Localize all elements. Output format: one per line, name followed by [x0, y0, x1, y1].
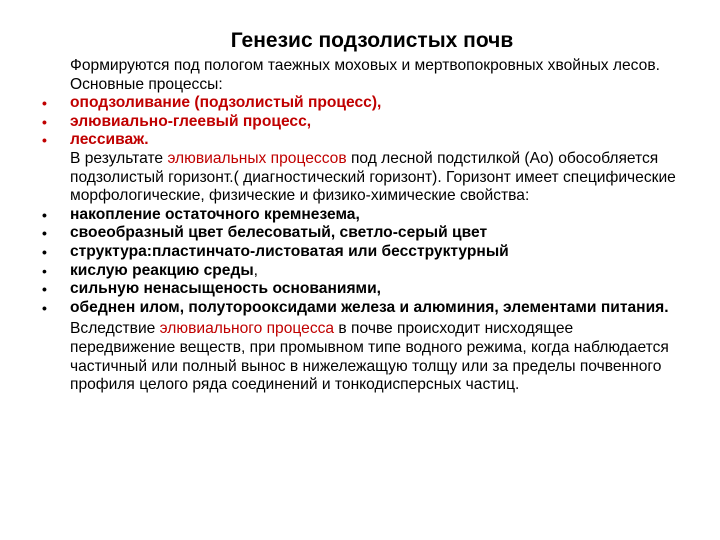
process-item: • элювиально-глеевый процесс,: [40, 113, 680, 132]
process-item: • оподзоливание (подзолистый процесс),: [40, 94, 680, 113]
property-item: • накопление остаточного кремнезема,: [40, 206, 680, 225]
result-highlight: элювиальных процессов: [167, 149, 347, 167]
slide-title: Генезис подзолистых почв: [230, 29, 514, 52]
conclusion-suffix: в почве происходит нисходящее передвижение веществ, при промывном типе водного режима, когда наблюдается частичный или полный вынос в нижележащую толщу или за пределы почвенного профиля целого ряда соединений и тонкодисперсных частиц.: [70, 320, 669, 394]
property-rest: ,: [253, 261, 259, 279]
property-item: [40, 262, 680, 281]
property-item: • обеднен илом, полутороокcидами железа и алюминия, элементами питания.: [40, 299, 680, 318]
process-item: • лессиваж.: [40, 131, 680, 150]
property-item: • своеобразный цвет белесоватый, светло-серый цвет: [40, 224, 680, 243]
result-paragraph: [40, 150, 680, 206]
result-prefix: В результате: [70, 149, 168, 167]
conclusion-highlight: элювиального процесса: [159, 320, 335, 338]
conclusion-prefix: Вследствие: [70, 320, 160, 338]
result-suffix: под лесной подстилкой (Ао) обособляется подзолистый горизонт.( диагностический горизонт). Горизонт имеет специфические морфологические, физические и физико-химические свойства:: [70, 149, 676, 205]
property-item: • структура:пластинчато-листоватая или бесструктурный: [40, 243, 680, 262]
property-bold-part: кислую реакцию среды: [70, 261, 254, 279]
slide-body: [40, 57, 680, 395]
intro-paragraph: Формируются под пологом таежных моховых и мертвопокровных хвойных лесов. Основные процессы:: [70, 57, 660, 93]
property-item: • сильную ненасыщеность основаниями,: [40, 280, 680, 299]
conclusion-paragraph: [40, 320, 680, 394]
